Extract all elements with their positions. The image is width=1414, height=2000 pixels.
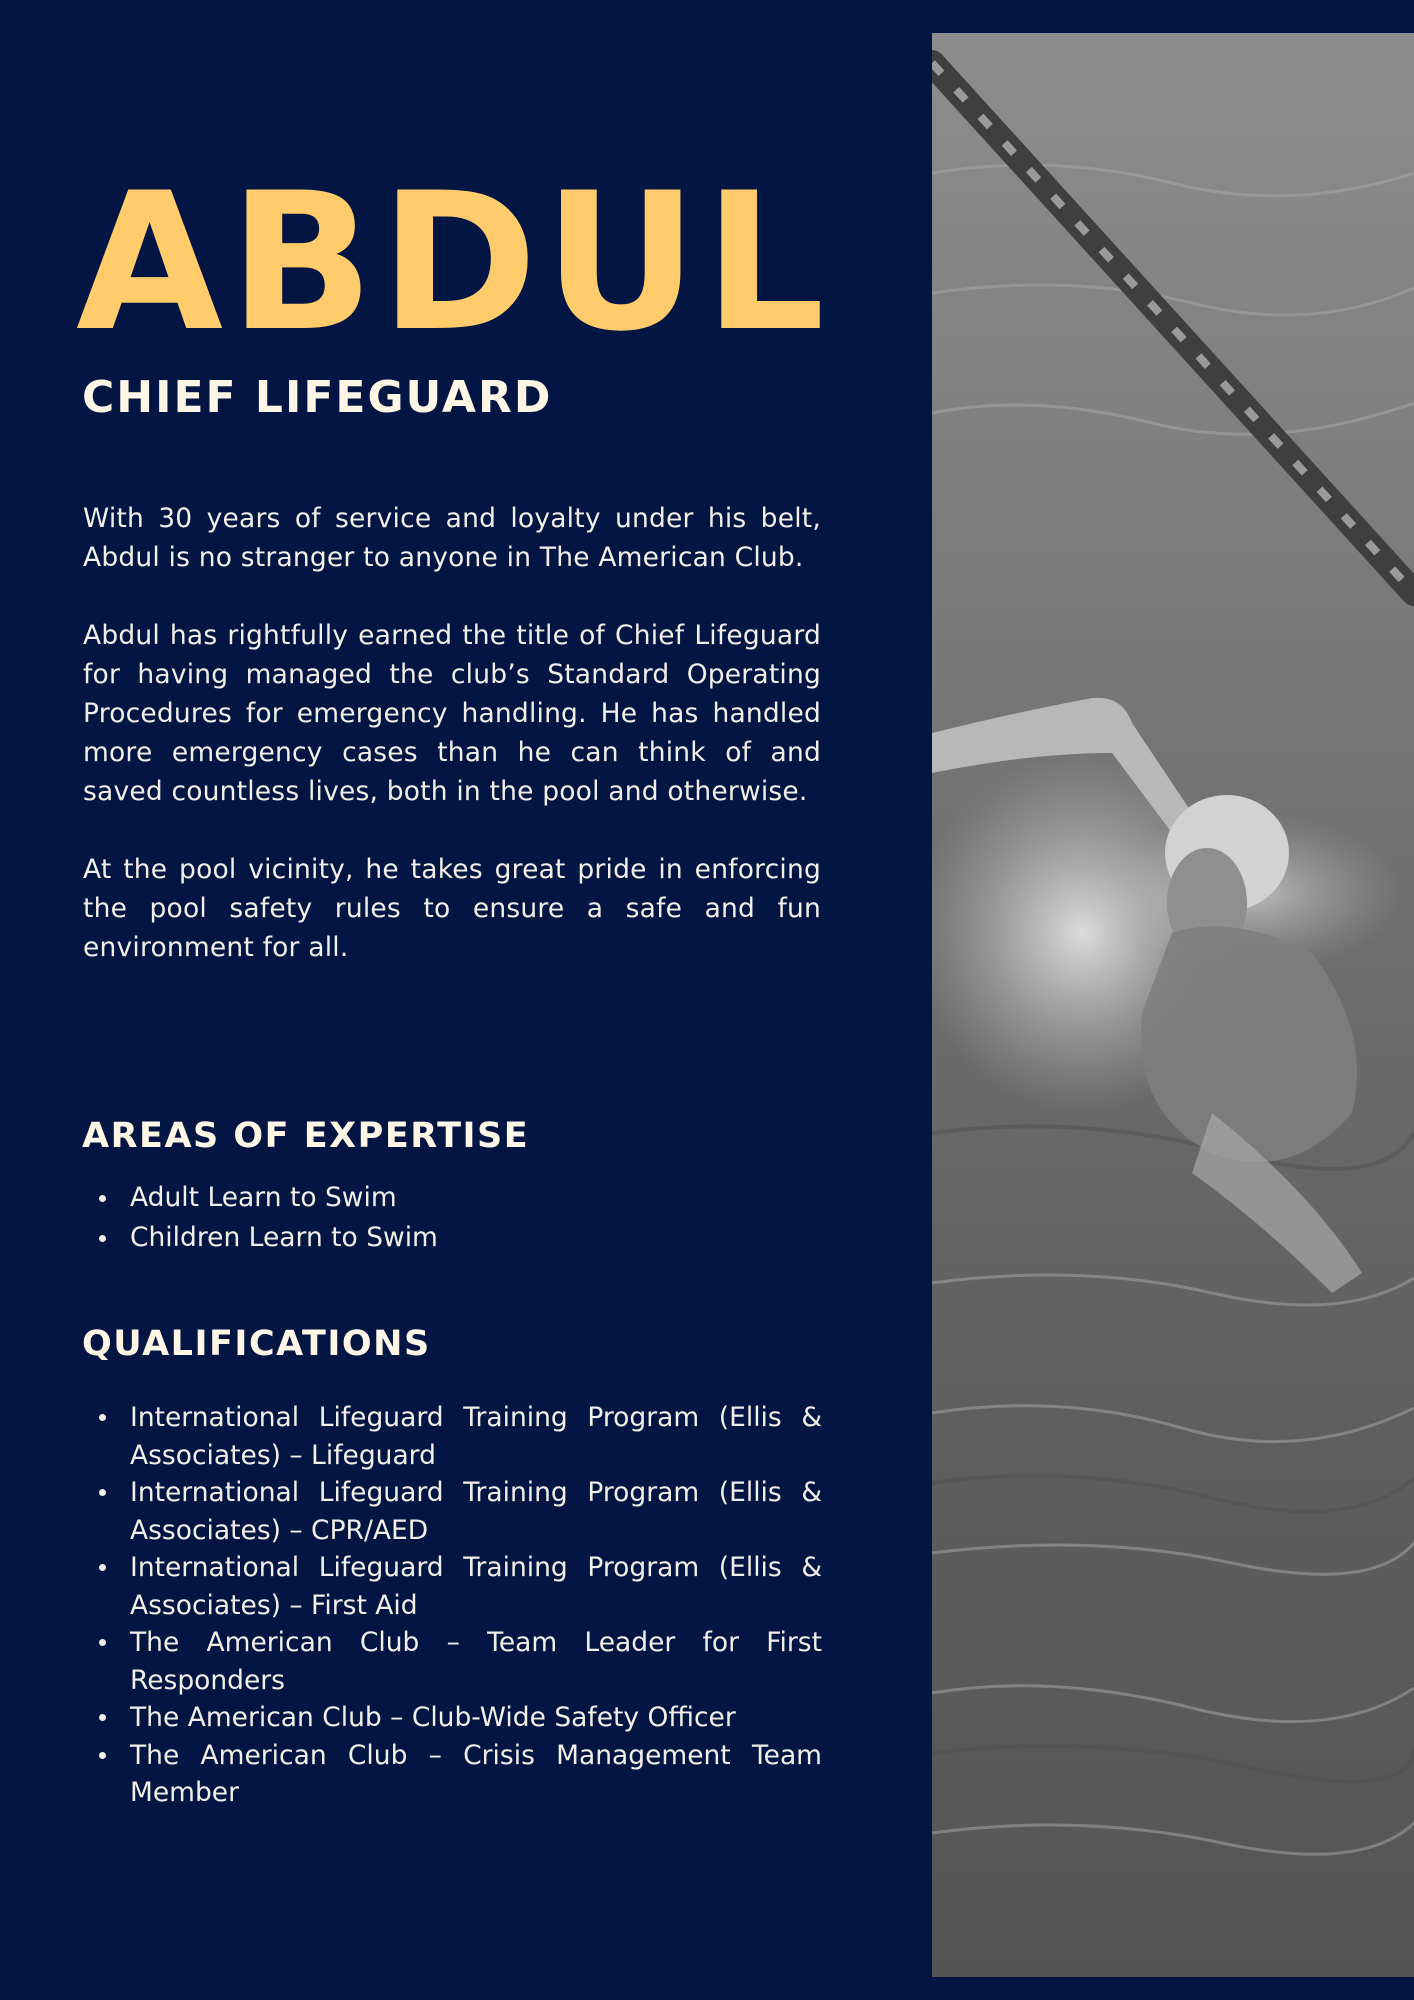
expertise-heading: AREAS OF EXPERTISE [82, 1116, 530, 1156]
list-item: International Lifeguard Training Program (Ellis & Associates) – First Aid [82, 1549, 822, 1624]
list-item: The American Club – Crisis Management Team Member [82, 1737, 822, 1812]
bio-paragraph: Abdul has rightfully earned the title of Chief Lifeguard for having managed the club’s Standard Operating Procedures for emergency handling. He has handled more emergency cases than he can think of and saved countless lives, both in the pool and otherwise. [83, 620, 821, 807]
list-item: International Lifeguard Training Program (Ellis & Associates) – Lifeguard [82, 1399, 822, 1474]
profile-title: CHIEF LIFEGUARD [82, 372, 553, 423]
list-item: The American Club – Club-Wide Safety Officer [82, 1699, 822, 1737]
bio-paragraph: At the pool vicinity, he takes great pride in enforcing the pool safety rules to ensure a safe and fun environment for all. [83, 854, 821, 963]
bio-paragraph: With 30 years of service and loyalty under his belt, Abdul is no stranger to anyone in The American Club. [83, 503, 821, 573]
qualifications-heading: QUALIFICATIONS [82, 1324, 431, 1364]
list-item: The American Club – Team Leader for First Responders [82, 1624, 822, 1699]
list-item: Children Learn to Swim [82, 1218, 822, 1258]
expertise-list [82, 1178, 822, 1258]
qualifications-list [82, 1399, 822, 1812]
swimmer-photo [932, 33, 1414, 1977]
list-item: International Lifeguard Training Program (Ellis & Associates) – CPR/AED [82, 1474, 822, 1549]
list-item: Adult Learn to Swim [82, 1178, 822, 1218]
profile-name: ABDUL [76, 152, 831, 373]
bio [83, 499, 821, 1006]
swimmer-photo-graphic [932, 33, 1414, 1977]
